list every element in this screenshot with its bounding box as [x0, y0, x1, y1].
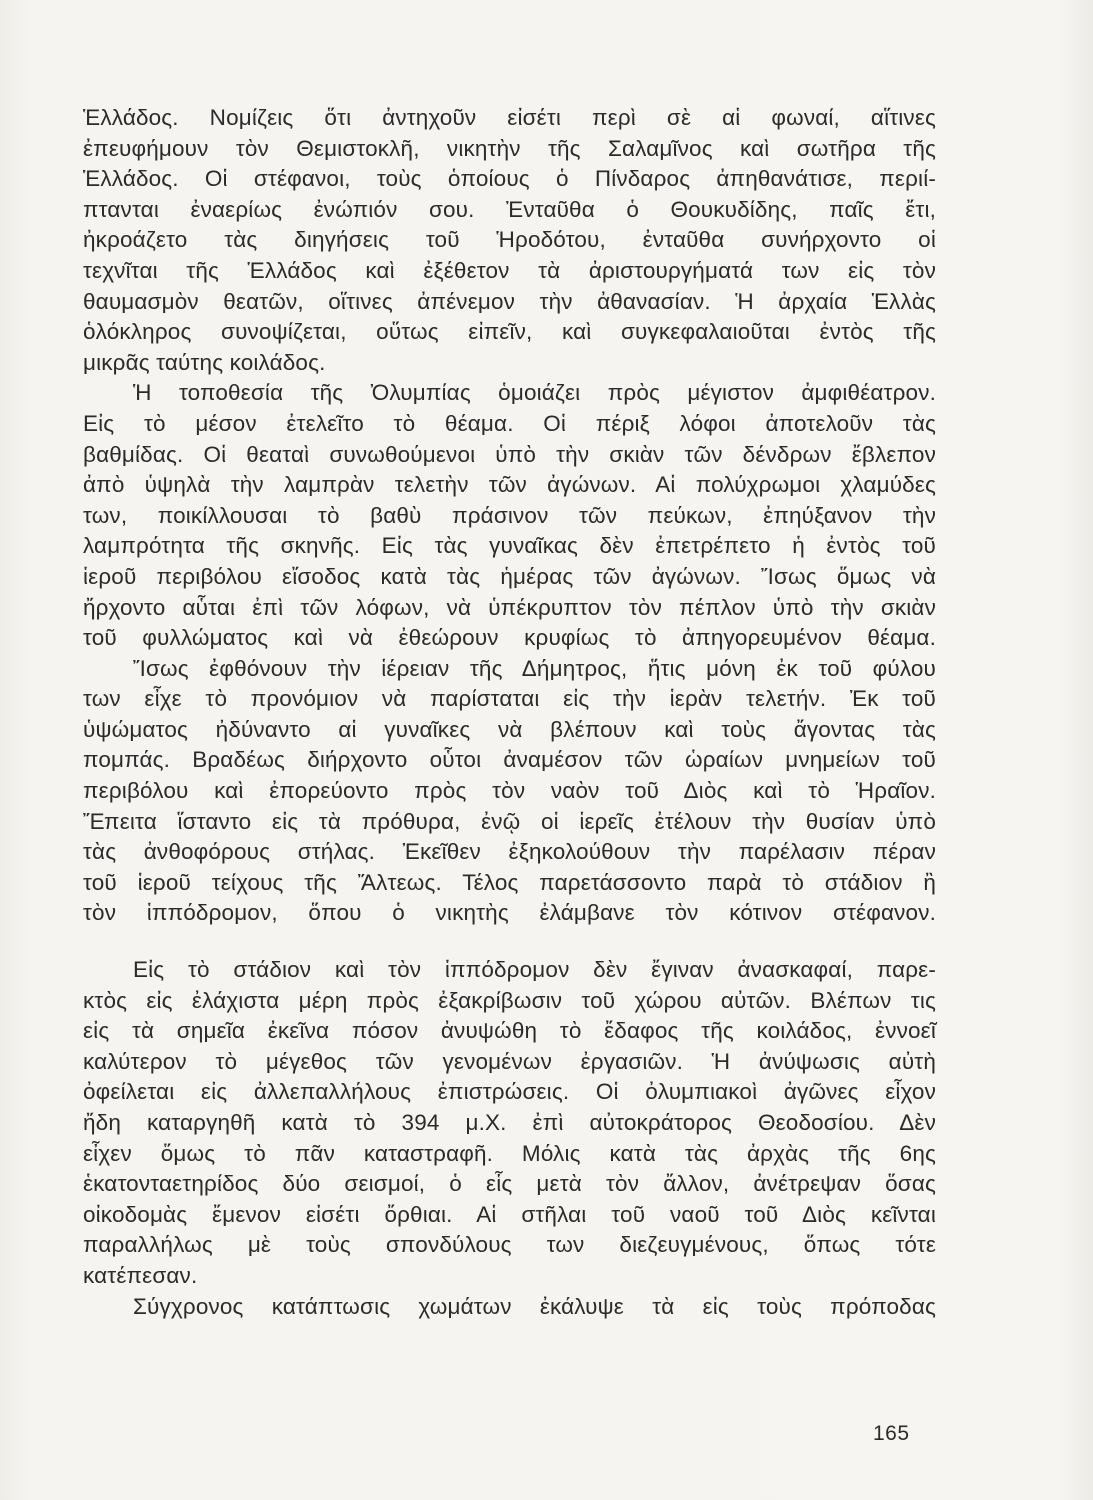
text-line: κτὸς εἰς ἐλάχιστα μέρη πρὸς ἐξακρίβωσιν τοῦ χώρου αὐτῶν. Βλέπων τις [83, 987, 936, 1013]
text-line: Ἑλλάδος. Οἱ στέφανοι, τοὺς ὁποίους ὁ Πίνδαρος ἀπηθανάτισε, περιί- [83, 166, 936, 192]
text-line: ἀπὸ ὑψηλὰ τὴν λαμπρὰν τελετὴν τῶν ἀγώνων. Αἱ πολύχρωμοι χλαμύδες [83, 472, 936, 498]
text-line: τοῦ ἱεροῦ τείχους τῆς Ἄλτεως. Τέλος παρετάσσοντο παρὰ τὸ στάδιον ἢ [83, 869, 936, 895]
text-line: ὀφείλεται εἰς ἀλλεπαλλήλους ἐπιστρώσεις. Οἱ ὀλυμπιακοὶ ἀγῶνες εἶχον [83, 1079, 936, 1105]
text-line: τοῦ φυλλώματος καὶ νὰ ἐθεώρουν κρυφίως τὸ ἀπηγορευμένον θέαμα. [83, 625, 936, 651]
text-line: εἶχεν ὅμως τὸ πᾶν καταστραφῆ. Μόλις κατὰ τὰς ἀρχὰς τῆς 6ης [83, 1140, 936, 1166]
paragraph-5 [83, 1292, 936, 1323]
text-line: παραλλήλως μὲ τοὺς σπονδύλους των διεζευγμένους, ὅπως τότε [83, 1232, 936, 1258]
text-line: πομπάς. Βραδέως διήρχοντο οὗτοι ἀναμέσον τῶν ὡραίων μνημείων τοῦ [83, 747, 936, 773]
text-line: κατέπεσαν. [83, 1262, 198, 1288]
paragraph-2 [83, 378, 936, 653]
text-line: ἤδη καταργηθῆ κατὰ τὸ 394 μ.Χ. ἐπὶ αὐτοκράτορος Θεοδοσίου. Δὲν [83, 1110, 936, 1135]
text-line: Ἴσως ἐφθόνουν τὴν ἱέρειαν τῆς Δήμητρος, ἥτις μόνη ἐκ τοῦ φύλου [133, 655, 936, 681]
text-line: των, ποικίλλουσαι τὸ βαθὺ πράσινον τῶν πεύκων, ἐπηύξανον τὴν [83, 502, 936, 528]
text-line: Εἰς τὸ στάδιον καὶ τὸν ἱππόδρομον δὲν ἔγιναν ἀνασκαφαί, παρε- [133, 957, 936, 983]
text-line: ὑψώματος ἠδύναντο αἱ γυναῖκες νὰ βλέπουν καὶ τοὺς ἄγοντας τὰς [83, 716, 936, 742]
text-line: ἑκατονταετηρίδος δύο σεισμοί, ὁ εἷς μετὰ τὸν ἄλλον, ἀνέτρεψαν ὅσας [83, 1171, 936, 1197]
text-line: Ἑλλάδος. Νομίζεις ὅτι ἀντηχοῦν εἰσέτι περὶ σὲ αἱ φωναί, αἵτινες [83, 105, 936, 130]
text-line: ἤρχοντο αὗται ἐπὶ τῶν λόφων, νὰ ὑπέκρυπτον τὸν πέπλον ὑπὸ τὴν σκιὰν [83, 594, 936, 620]
text-line: εἰς τὰ σημεῖα ἐκεῖνα πόσον ἀνυψώθη τὸ ἔδαφος τῆς κοιλάδος, ἐννοεῖ [83, 1018, 936, 1044]
text-line: πτανται ἐναερίως ἐνώπιόν σου. Ἐνταῦθα ὁ Θουκυδίδης, παῖς ἔτι, [83, 196, 936, 222]
paragraph-3 [83, 654, 936, 929]
text-line: Σύγχρονος κατάπτωσις χωμάτων ἐκάλυψε τὰ εἰς τοὺς πρόποδας [133, 1293, 936, 1319]
text-line: τὰς ἀνθοφόρους στήλας. Ἐκεῖθεν ἐξηκολούθουν τὴν παρέλασιν πέραν [83, 839, 936, 865]
paragraph-gap [83, 929, 936, 955]
text-line: ἐπευφήμουν τὸν Θεμιστοκλῆ, νικητὴν τῆς Σαλαμῖνος καὶ σωτῆρα τῆς [83, 135, 936, 161]
text-line: τὸν ἱππόδρομον, ὅπου ὁ νικητὴς ἐλάμβανε τὸν κότινον στέφανον. [83, 900, 936, 926]
text-line: καλύτερον τὸ μέγεθος τῶν γενομένων ἐργασιῶν. Ἡ ἀνύψωσις αὐτὴ [83, 1048, 936, 1074]
text-line: τεχνῖται τῆς Ἑλλάδος καὶ ἐξέθετον τὰ ἀριστουργήματά των εἰς τὸν [83, 257, 936, 283]
text-line: ἱεροῦ περιβόλου εἴσοδος κατὰ τὰς ἡμέρας τῶν ἀγώνων. Ἴσως ὅμως νὰ [83, 563, 936, 589]
paragraph-1 [83, 103, 936, 378]
text-line: βαθμίδας. Οἱ θεαταὶ συνωθούμενοι ὑπὸ τὴν σκιὰν τῶν δένδρων ἔβλεπον [83, 441, 936, 467]
body-text [83, 103, 936, 1322]
text-line: Ἔπειτα ἵσταντο εἰς τὰ πρόθυρα, ἐνῷ οἱ ἱερεῖς ἐτέλουν τὴν θυσίαν ὑπὸ [83, 808, 936, 834]
text-line: θαυμασμὸν θεατῶν, οἵτινες ἀπένεμον τὴν ἀθανασίαν. Ἡ ἀρχαία Ἑλλὰς [83, 288, 936, 314]
text-line: ἠκροάζετο τὰς διηγήσεις τοῦ Ἡροδότου, ἐνταῦθα συνήρχοντο οἱ [83, 227, 936, 253]
text-line: Εἰς τὸ μέσον ἐτελεῖτο τὸ θέαμα. Οἱ πέριξ λόφοι ἀποτελοῦν τὰς [83, 410, 936, 436]
text-line: οἰκοδομὰς ἔμενον εἰσέτι ὄρθιαι. Αἱ στῆλαι τοῦ ναοῦ τοῦ Διὸς κεῖνται [83, 1201, 936, 1227]
page-number: 165 [873, 1422, 910, 1445]
text-line: μικρᾶς ταύτης κοιλάδος. [83, 349, 326, 375]
text-line: λαμπρότητα τῆς σκηνῆς. Εἰς τὰς γυναῖκας δὲν ἐπετρέπετο ἡ ἐντὸς τοῦ [83, 533, 936, 559]
text-line: Ἡ τοποθεσία τῆς Ὀλυμπίας ὁμοιάζει πρὸς μέγιστον ἀμφιθέατρον. [133, 380, 936, 406]
text-line: ὁλόκληρος συνοψίζεται, οὕτως εἰπεῖν, καὶ συγκεφαλαιοῦται ἐντὸς τῆς [83, 319, 936, 345]
text-line: των εἶχε τὸ προνόμιον νὰ παρίσταται εἰς τὴν ἱερὰν τελετήν. Ἐκ τοῦ [83, 686, 936, 712]
text-line: περιβόλου καὶ ἐπορεύοντο πρὸς τὸν ναὸν τοῦ Διὸς καὶ τὸ Ἡραῖον. [83, 778, 936, 804]
paragraph-4 [83, 955, 936, 1292]
